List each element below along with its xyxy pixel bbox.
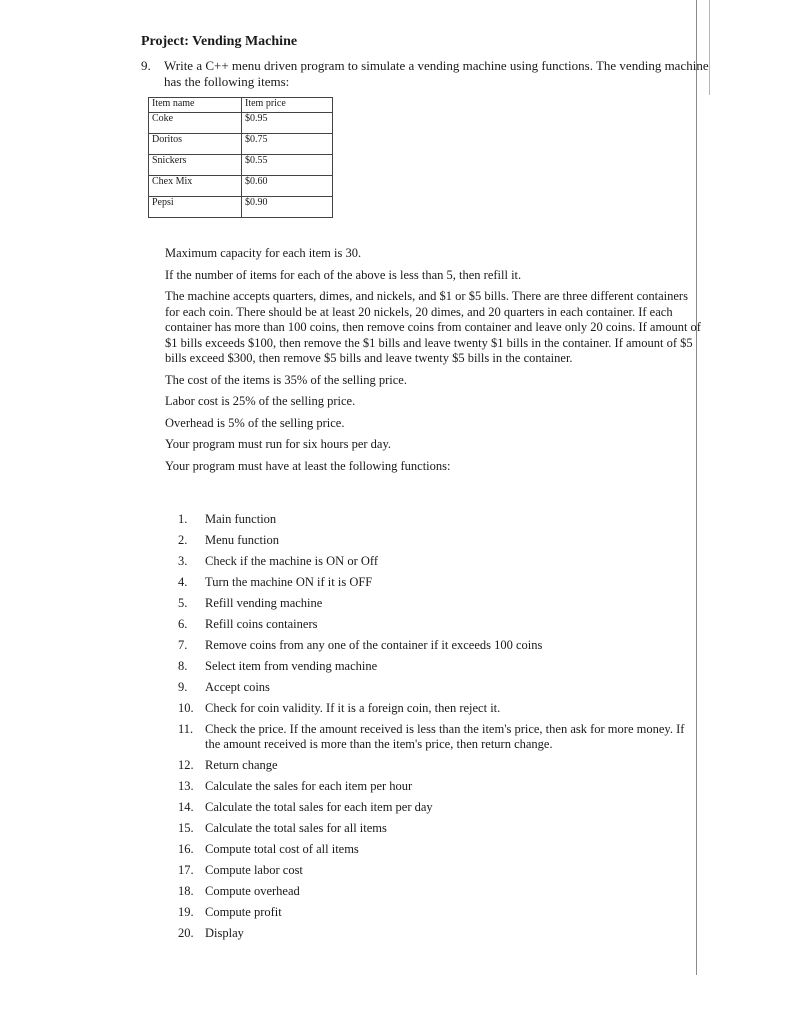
list-item-number: 15. [178, 821, 194, 835]
list-item [178, 800, 698, 815]
list-item-text: Check if the machine is ON or Off [205, 554, 378, 568]
item-price-cell: $0.90 [242, 197, 333, 218]
list-item-text: Calculate the total sales for each item per day [205, 800, 433, 814]
table-row [149, 176, 333, 197]
paragraph-capacity: Maximum capacity for each item is 30. [165, 246, 362, 260]
item-price-cell: $0.75 [242, 134, 333, 155]
list-item-text: Display [205, 926, 244, 940]
requirements-text [165, 246, 702, 480]
list-item-number: 8. [178, 659, 188, 673]
list-item [178, 779, 698, 794]
list-item [178, 722, 698, 752]
list-item-number: 16. [178, 842, 194, 856]
item-name-cell: Pepsi [149, 197, 242, 218]
list-item [178, 842, 698, 857]
list-item-text: Main function [205, 512, 277, 526]
list-item [178, 659, 698, 674]
list-item-number: 18. [178, 884, 194, 898]
list-item [178, 821, 698, 836]
list-item-text: Check for coin validity. If it is a foreign coin, then reject it. [205, 701, 501, 715]
list-item-number: 13. [178, 779, 194, 793]
list-item-text: Accept coins [205, 680, 270, 694]
item-price-cell: $0.55 [242, 155, 333, 176]
list-item [178, 884, 698, 899]
list-item-number: 10. [178, 701, 194, 715]
list-item [178, 680, 698, 695]
header-item-name: Item name [149, 98, 242, 113]
paragraph-refill: If the number of items for each of the above is less than 5, then refill it. [165, 267, 522, 282]
list-item-number: 9. [178, 680, 188, 694]
item-name-cell: Snickers [149, 155, 242, 176]
item-name-cell: Chex Mix [149, 176, 242, 197]
paragraph-runtime: Your program must run for six hours per day. [165, 437, 392, 451]
item-price-cell: $0.60 [242, 176, 333, 197]
list-item-number: 20. [178, 926, 194, 940]
list-item [178, 575, 698, 590]
list-item-text: Select item from vending machine [205, 659, 378, 673]
list-item-text: Turn the machine ON if it is OFF [205, 575, 373, 589]
list-item-number: 19. [178, 905, 194, 919]
list-item-number: 4. [178, 575, 188, 589]
list-item [178, 863, 698, 878]
question-intro: Write a C++ menu driven program to simulate a vending machine using functions. The vending machine has the following items: [164, 58, 709, 89]
list-item-number: 14. [178, 800, 194, 814]
paragraph-overhead: Overhead is 5% of the selling price. [165, 415, 345, 430]
list-item-text: Calculate the sales for each item per hour [205, 779, 413, 793]
paragraph-coins: The machine accepts quarters, dimes, and nickels, and $1 or $5 bills. There are three different containers for each coin. There should be at least 20 nickels, 20 dimes, and 20 quarters in each container. If each container has more than 100 coins, then remove coins from container and leave only 20 coins. If amount of $1 bills exceeds $100, then remove the $1 bills and leave twenty $1 bills in the container. If amount of $5 bills exceed $300, then remove $5 bills and leave twenty $5 bills in the container. [165, 289, 701, 365]
list-item [178, 905, 698, 920]
list-item-number: 17. [178, 863, 194, 877]
item-name-cell: Coke [149, 113, 242, 134]
list-item-text: Compute total cost of all items [205, 842, 359, 856]
functions-list [178, 512, 698, 947]
table-row [149, 134, 333, 155]
list-item-text: Refill vending machine [205, 596, 323, 610]
list-item-text: Compute profit [205, 905, 282, 919]
list-item-number: 5. [178, 596, 188, 610]
table-row [149, 197, 333, 218]
list-item [178, 758, 698, 773]
table-row [149, 155, 333, 176]
list-item-text: Calculate the total sales for all items [205, 821, 387, 835]
project-title: Project: Vending Machine [141, 34, 298, 49]
list-item-text: Check the price. If the amount received is less than the item's price, then ask for more money. If the amount received is more than the item's price, then return change. [205, 722, 685, 751]
list-item [178, 926, 698, 941]
question-number: 9. [141, 58, 151, 73]
scan-edge-line-secondary [709, 0, 710, 95]
list-item-number: 1. [178, 512, 188, 526]
item-price-cell: $0.95 [242, 113, 333, 134]
list-item [178, 638, 698, 653]
list-item-number: 7. [178, 638, 188, 652]
list-item-text: Refill coins containers [205, 617, 318, 631]
list-item-text: Remove coins from any one of the container if it exceeds 100 coins [205, 638, 543, 652]
list-item-number: 2. [178, 533, 188, 547]
list-item [178, 701, 698, 716]
paragraph-functions-intro: Your program must have at least the following functions: [165, 458, 451, 473]
list-item [178, 533, 698, 548]
list-item-number: 6. [178, 617, 188, 631]
paragraph-item-cost: The cost of the items is 35% of the selling price. [165, 372, 407, 387]
list-item-text: Menu function [205, 533, 279, 547]
list-item [178, 554, 698, 569]
list-item-number: 11. [178, 722, 194, 736]
table-header-row [149, 98, 333, 113]
paragraph-labor-cost: Labor cost is 25% of the selling price. [165, 394, 356, 408]
list-item [178, 617, 698, 632]
list-item-text: Return change [205, 758, 278, 772]
header-item-price: Item price [242, 98, 333, 113]
list-item [178, 596, 698, 611]
items-table [148, 97, 333, 218]
list-item-text: Compute overhead [205, 884, 300, 898]
list-item [178, 512, 698, 527]
list-item-text: Compute labor cost [205, 863, 303, 877]
list-item-number: 12. [178, 758, 194, 772]
table-row [149, 113, 333, 134]
list-item-number: 3. [178, 554, 188, 568]
item-name-cell: Doritos [149, 134, 242, 155]
